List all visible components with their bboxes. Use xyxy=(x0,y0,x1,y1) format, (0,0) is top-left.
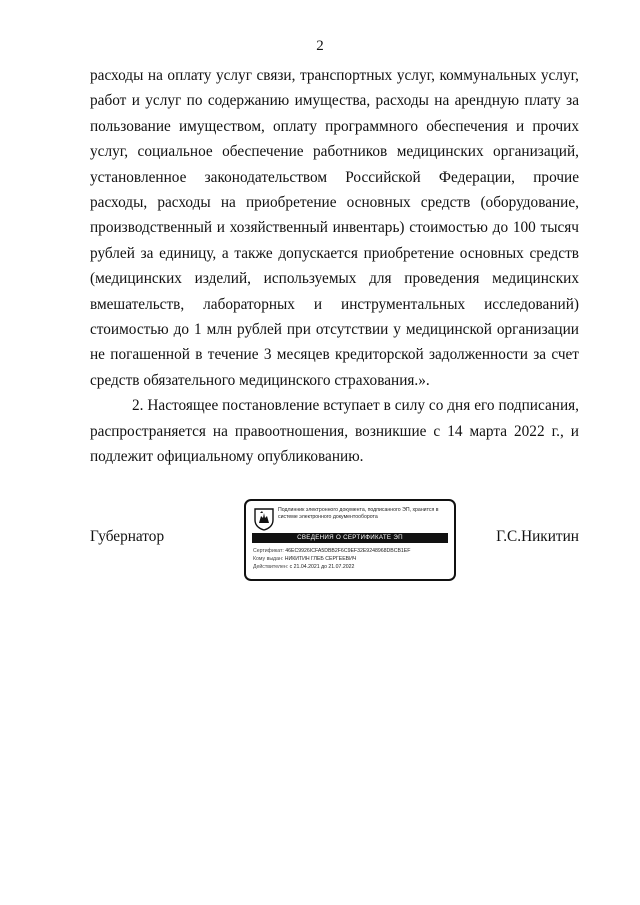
stamp-certificate-details xyxy=(253,547,449,571)
paragraph-effective-date: 2. Настоящее постановление вступает в силу со дня его подписания, распространяется на правоотношения, возникшие с 14 марта 2022 г., и подлежит официальному опубликованию. xyxy=(90,397,579,466)
valid-label: Действителен: xyxy=(253,564,289,570)
certificate-value: 46EC9926ICFA5DBB2F6C9EF32E9248968DBCB1EF xyxy=(285,548,411,554)
signer-name: Г.С.Никитин xyxy=(496,528,579,545)
document-body xyxy=(90,63,579,470)
stamp-certificate-bar: СВЕДЕНИЯ О СЕРТИФИКАТЕ ЭП xyxy=(252,533,448,543)
stamp-valid-line xyxy=(253,563,449,571)
issued-value: НИКИТИН ГЛЕБ СЕРГЕЕВИЧ xyxy=(284,556,357,562)
stamp-certificate-line xyxy=(253,547,449,555)
issued-label: Кому выдан: xyxy=(253,556,284,562)
electronic-signature-stamp xyxy=(244,499,456,581)
stamp-header: Подлинник электронного документа, подписанного ЭП, хранится в системе электронного документооборота xyxy=(278,507,439,520)
valid-value: с 21.04.2021 до 21.07.2022 xyxy=(289,564,355,570)
paragraph-continuation: расходы на оплату услуг связи, транспортных услуг, коммунальных услуг, работ и услуг по содержанию имущества, расходы на арендную плату за пользование имуществом, оплату программного обеспечения и прочих услуг, социальное обеспечение работников медицинских организаций, установленное законодательством Российской Федерации, прочие расходы, расходы на приобретение основных средств (оборудование, производственный и хозяйственный инвентарь) стоимостью до 100 тысяч рублей за единицу, а также допускается приобретение основных средств (медицинских изделий, используемых для проведения медицинских вмешательств, лабораторных и инструментальных исследований) стоимостью до 1 млн рублей при отсутствии у медицинской организации не погашенной в течение 3 месяцев кредиторской задолженности за счет средств обязательного медицинского страхования.». xyxy=(90,67,579,389)
page-number: 2 xyxy=(316,38,324,54)
signer-title: Губернатор xyxy=(90,528,165,545)
stamp-issued-line xyxy=(253,555,449,563)
coat-of-arms-icon xyxy=(253,507,275,531)
certificate-label: Сертификат: xyxy=(253,548,284,554)
